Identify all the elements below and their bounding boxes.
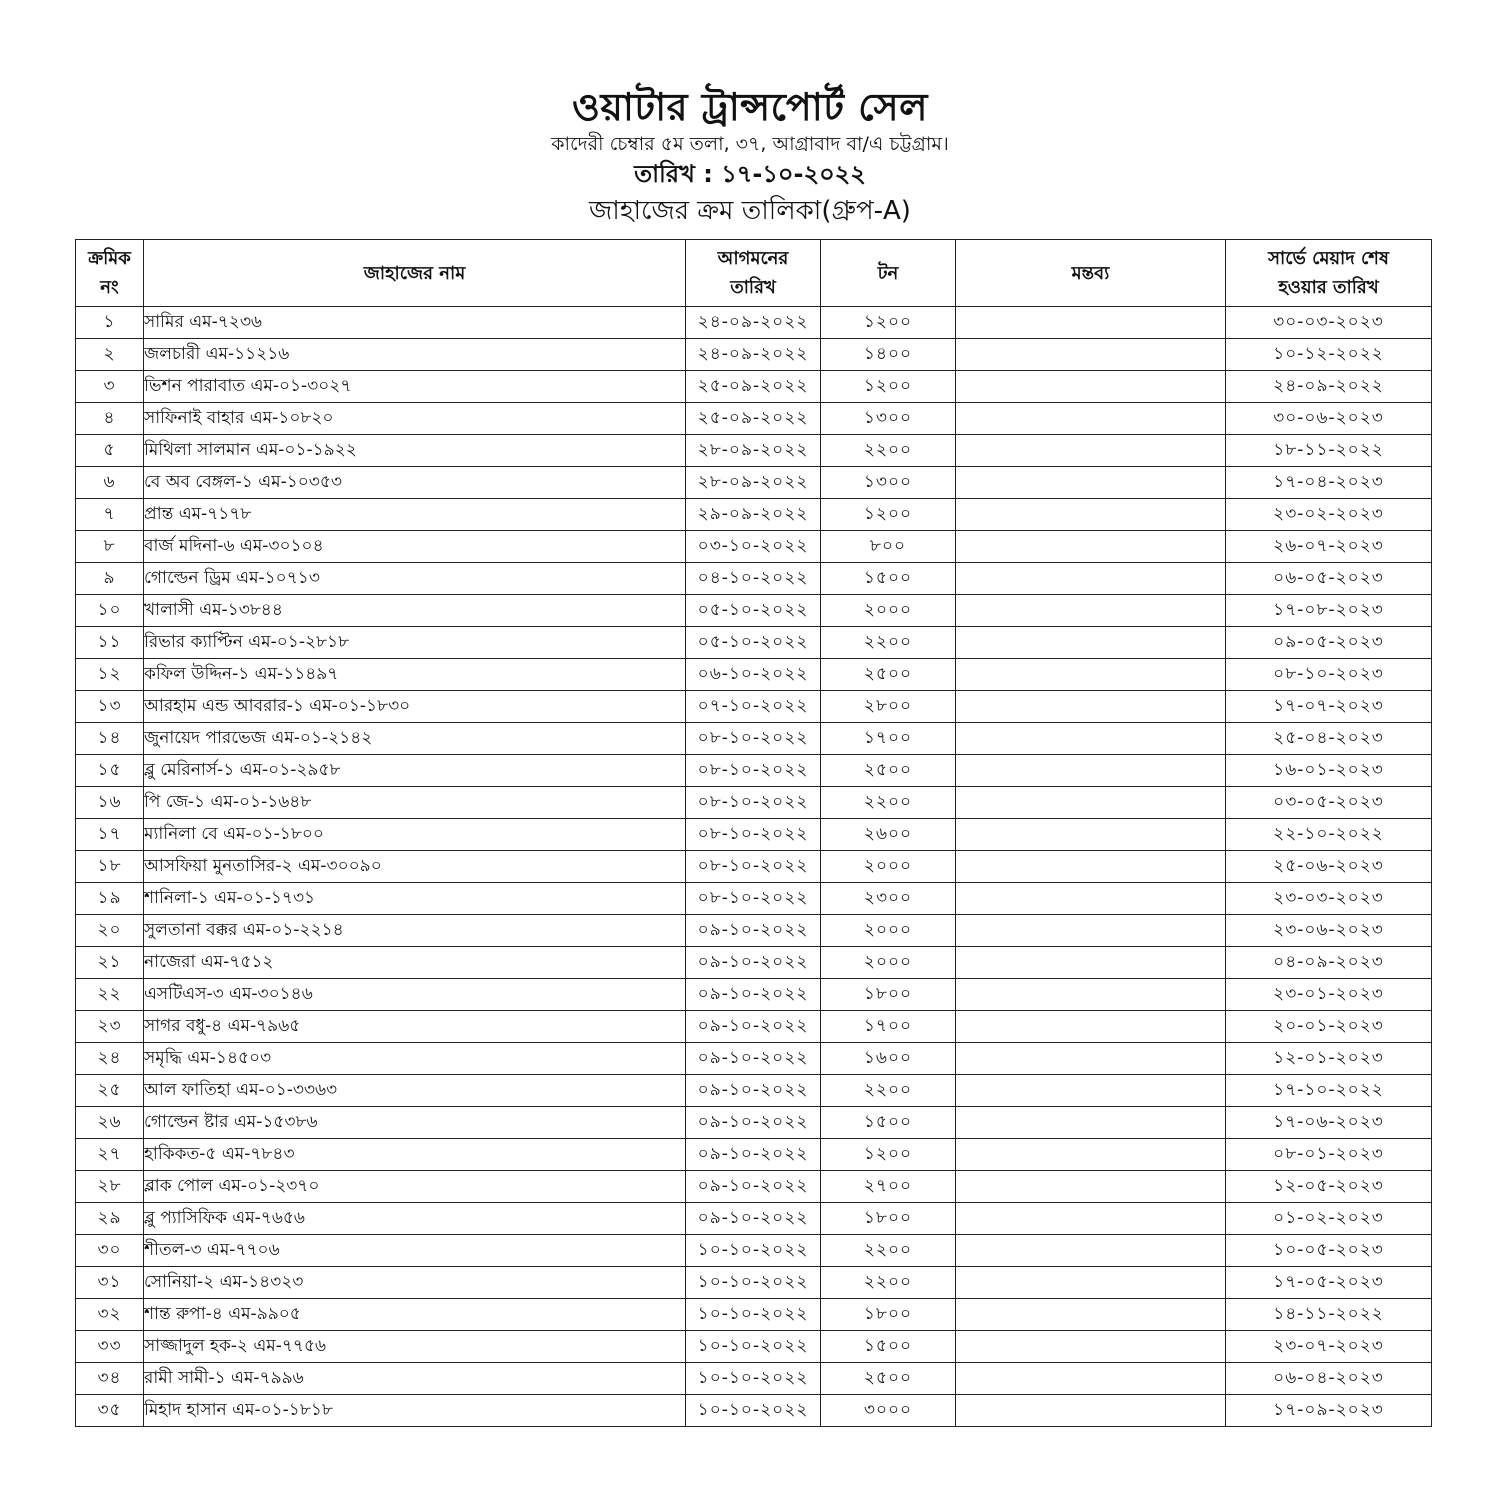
cell-survey-expiry: ০৮-১০-২০২৩: [1226, 659, 1432, 691]
col-header-expiry-line1: সার্ভে মেয়াদ শেষ: [1268, 248, 1389, 269]
cell-serial: ৩১: [76, 1267, 144, 1299]
cell-serial: ১৪: [76, 723, 144, 755]
table-row: [76, 1011, 1432, 1043]
cell-ship-name: বার্জ মদিনা-৬ এম-৩০১০৪: [144, 531, 686, 563]
cell-arrival-date: ০৯-১০-২০২২: [686, 1011, 821, 1043]
cell-survey-expiry: ১৬-০১-২০২৩: [1226, 755, 1432, 787]
table-row: [76, 1267, 1432, 1299]
cell-ton: ২০০০: [821, 851, 956, 883]
cell-ship-name: মিহাদ হাসান এম-০১-১৮১৮: [144, 1395, 686, 1427]
table-row: [76, 883, 1432, 915]
cell-arrival-date: ১০-১০-২০২২: [686, 1235, 821, 1267]
org-address: কাদেরী চেম্বার ৫ম তলা, ৩৭, আগ্রাবাদ বা/এ চট্টগ্রাম।: [551, 133, 949, 155]
table-row: [76, 531, 1432, 563]
cell-remarks: [956, 1235, 1226, 1267]
cell-serial: ২১: [76, 947, 144, 979]
cell-arrival-date: ২৫-০৯-২০২২: [686, 403, 821, 435]
cell-ton: ১৮০০: [821, 1299, 956, 1331]
cell-serial: ৫: [76, 435, 144, 467]
cell-survey-expiry: ১০-০৫-২০২৩: [1226, 1235, 1432, 1267]
cell-survey-expiry: ১৪-১১-২০২২: [1226, 1299, 1432, 1331]
cell-survey-expiry: ২৫-০৪-২০২৩: [1226, 723, 1432, 755]
cell-serial: ৮: [76, 531, 144, 563]
cell-remarks: [956, 1107, 1226, 1139]
cell-arrival-date: ০৯-১০-২০২২: [686, 1171, 821, 1203]
cell-ton: ১৩০০: [821, 467, 956, 499]
cell-ton: ২২০০: [821, 435, 956, 467]
cell-ton: ১৪০০: [821, 339, 956, 371]
cell-arrival-date: ০৮-১০-২০২২: [686, 819, 821, 851]
cell-remarks: [956, 307, 1226, 339]
cell-ship-name: ব্লু প্যাসিফিক এম-৭৬৫৬: [144, 1203, 686, 1235]
table-row: [76, 691, 1432, 723]
cell-ship-name: জলচারী এম-১১২১৬: [144, 339, 686, 371]
cell-ship-name: কফিল উদ্দিন-১ এম-১১৪৯৭: [144, 659, 686, 691]
cell-remarks: [956, 1203, 1226, 1235]
cell-ship-name: আসফিয়া মুনতাসির-২ এম-৩০০৯০: [144, 851, 686, 883]
col-header-serial: [76, 240, 144, 307]
col-header-name: জাহাজের নাম: [144, 240, 686, 307]
cell-remarks: [956, 339, 1226, 371]
cell-arrival-date: ২৮-০৯-২০২২: [686, 435, 821, 467]
cell-serial: ৭: [76, 499, 144, 531]
table-row: [76, 851, 1432, 883]
cell-arrival-date: ০৮-১০-২০২২: [686, 723, 821, 755]
cell-ship-name: সোনিয়া-২ এম-১৪৩২৩: [144, 1267, 686, 1299]
col-header-expiry-line2: হওয়ার তারিখ: [1278, 277, 1379, 298]
cell-ton: ২৫০০: [821, 659, 956, 691]
cell-serial: ৯: [76, 563, 144, 595]
cell-arrival-date: ০৮-১০-২০২২: [686, 755, 821, 787]
cell-serial: ১৬: [76, 787, 144, 819]
cell-survey-expiry: ০৮-০১-২০২৩: [1226, 1139, 1432, 1171]
cell-survey-expiry: ১২-০১-২০২৩: [1226, 1043, 1432, 1075]
cell-serial: ১০: [76, 595, 144, 627]
table-row: [76, 1171, 1432, 1203]
cell-ton: ১২০০: [821, 499, 956, 531]
cell-arrival-date: ০৫-১০-২০২২: [686, 595, 821, 627]
cell-serial: ৩৪: [76, 1363, 144, 1395]
cell-serial: ১৫: [76, 755, 144, 787]
cell-remarks: [956, 691, 1226, 723]
table-row: [76, 915, 1432, 947]
cell-ton: ১৭০০: [821, 1011, 956, 1043]
cell-ton: ৩০০০: [821, 1395, 956, 1427]
table-row: [76, 1395, 1432, 1427]
cell-remarks: [956, 1267, 1226, 1299]
cell-remarks: [956, 1043, 1226, 1075]
cell-ship-name: সমৃদ্ধি এম-১৪৫০৩: [144, 1043, 686, 1075]
document-date: তারিখ : ১৭-১০-২০২২: [634, 160, 866, 188]
cell-serial: ২: [76, 339, 144, 371]
cell-ship-name: রামী সামী-১ এম-৭৯৯৬: [144, 1363, 686, 1395]
table-row: [76, 1139, 1432, 1171]
cell-remarks: [956, 531, 1226, 563]
cell-remarks: [956, 659, 1226, 691]
cell-arrival-date: ২৯-০৯-২০২২: [686, 499, 821, 531]
cell-ton: ১৮০০: [821, 979, 956, 1011]
cell-remarks: [956, 819, 1226, 851]
cell-arrival-date: ০৯-১০-২০২২: [686, 979, 821, 1011]
col-header-ton: টন: [821, 240, 956, 307]
table-row: [76, 627, 1432, 659]
table-row: [76, 371, 1432, 403]
cell-remarks: [956, 1139, 1226, 1171]
cell-survey-expiry: ১৭-০৮-২০২৩: [1226, 595, 1432, 627]
cell-ship-name: গোল্ডেন ড্রিম এম-১০৭১৩: [144, 563, 686, 595]
cell-arrival-date: ০৯-১০-২০২২: [686, 915, 821, 947]
table-body: [76, 307, 1432, 1427]
cell-survey-expiry: ১৭-০৭-২০২৩: [1226, 691, 1432, 723]
cell-arrival-date: ১০-১০-২০২২: [686, 1299, 821, 1331]
cell-ton: ১৬০০: [821, 1043, 956, 1075]
cell-arrival-date: ১০-১০-২০২২: [686, 1267, 821, 1299]
cell-serial: ১: [76, 307, 144, 339]
cell-ship-name: শান্ত রুপা-৪ এম-৯৯০৫: [144, 1299, 686, 1331]
cell-arrival-date: ২৮-০৯-২০২২: [686, 467, 821, 499]
cell-arrival-date: ০৯-১০-২০২২: [686, 1107, 821, 1139]
cell-ton: ১৭০০: [821, 723, 956, 755]
cell-arrival-date: ০৯-১০-২০২২: [686, 1139, 821, 1171]
cell-remarks: [956, 1331, 1226, 1363]
cell-remarks: [956, 403, 1226, 435]
cell-ton: ২৮০০: [821, 691, 956, 723]
cell-ship-name: ম্যানিলা বে এম-০১-১৮০০: [144, 819, 686, 851]
cell-remarks: [956, 1075, 1226, 1107]
cell-ton: ২২০০: [821, 787, 956, 819]
cell-serial: ৩: [76, 371, 144, 403]
cell-ton: ৮০০: [821, 531, 956, 563]
cell-survey-expiry: ১৮-১১-২০২২: [1226, 435, 1432, 467]
cell-arrival-date: ২৪-০৯-২০২২: [686, 339, 821, 371]
cell-ship-name: সাগর বধু-৪ এম-৭৯৬৫: [144, 1011, 686, 1043]
table-row: [76, 819, 1432, 851]
cell-serial: ৩৫: [76, 1395, 144, 1427]
cell-survey-expiry: ২০-০১-২০২৩: [1226, 1011, 1432, 1043]
table-row: [76, 1299, 1432, 1331]
table-row: [76, 659, 1432, 691]
table-row: [76, 403, 1432, 435]
table-row: [76, 499, 1432, 531]
cell-survey-expiry: ২৩-০৭-২০২৩: [1226, 1331, 1432, 1363]
cell-ton: ১৫০০: [821, 1331, 956, 1363]
cell-serial: ২২: [76, 979, 144, 1011]
cell-ton: ১২০০: [821, 1139, 956, 1171]
cell-arrival-date: ০৯-১০-২০২২: [686, 1203, 821, 1235]
cell-ship-name: আল ফাতিহা এম-০১-৩৩৬৩: [144, 1075, 686, 1107]
cell-arrival-date: ১০-১০-২০২২: [686, 1363, 821, 1395]
cell-remarks: [956, 979, 1226, 1011]
cell-ship-name: রিভার ক্যাপ্টিন এম-০১-২৮১৮: [144, 627, 686, 659]
cell-ton: ১২০০: [821, 371, 956, 403]
cell-survey-expiry: ০৬-০৫-২০২৩: [1226, 563, 1432, 595]
table-row: [76, 947, 1432, 979]
cell-arrival-date: ০৮-১০-২০২২: [686, 787, 821, 819]
cell-survey-expiry: ০৬-০৪-২০২৩: [1226, 1363, 1432, 1395]
cell-remarks: [956, 851, 1226, 883]
table-row: [76, 979, 1432, 1011]
col-header-arrival-line1: আগমনের: [717, 248, 789, 269]
table-row: [76, 1363, 1432, 1395]
table-row: [76, 1203, 1432, 1235]
cell-survey-expiry: ২৩-০৬-২০২৩: [1226, 915, 1432, 947]
cell-remarks: [956, 787, 1226, 819]
cell-survey-expiry: ১০-১২-২০২২: [1226, 339, 1432, 371]
cell-remarks: [956, 595, 1226, 627]
cell-remarks: [956, 915, 1226, 947]
cell-survey-expiry: ১৭-০৫-২০২৩: [1226, 1267, 1432, 1299]
cell-serial: ৩০: [76, 1235, 144, 1267]
table-row: [76, 1107, 1432, 1139]
cell-serial: ৪: [76, 403, 144, 435]
col-header-arrival: [686, 240, 821, 307]
cell-serial: ১৮: [76, 851, 144, 883]
cell-ton: ১৫০০: [821, 1107, 956, 1139]
cell-survey-expiry: ২৩-০২-২০২৩: [1226, 499, 1432, 531]
cell-remarks: [956, 371, 1226, 403]
cell-remarks: [956, 435, 1226, 467]
cell-arrival-date: ০৪-১০-২০২২: [686, 563, 821, 595]
cell-ship-name: জুনায়েদ পারভেজ এম-০১-২১৪২: [144, 723, 686, 755]
cell-ship-name: হাকিকত-৫ এম-৭৮৪৩: [144, 1139, 686, 1171]
col-header-arrival-line2: তারিখ: [730, 277, 776, 298]
table-row: [76, 339, 1432, 371]
cell-serial: ২৭: [76, 1139, 144, 1171]
cell-ship-name: মিথিলা সালমান এম-০১-১৯২২: [144, 435, 686, 467]
cell-ton: ২৬০০: [821, 819, 956, 851]
cell-remarks: [956, 1395, 1226, 1427]
cell-remarks: [956, 755, 1226, 787]
cell-serial: ২৫: [76, 1075, 144, 1107]
cell-ship-name: পি জে-১ এম-০১-১৬৪৮: [144, 787, 686, 819]
cell-arrival-date: ০৮-১০-২০২২: [686, 883, 821, 915]
cell-serial: ১৯: [76, 883, 144, 915]
cell-arrival-date: ০৯-১০-২০২২: [686, 1075, 821, 1107]
table-row: [76, 723, 1432, 755]
cell-ship-name: গোল্ডেন ষ্টার এম-১৫৩৮৬: [144, 1107, 686, 1139]
cell-serial: ১৩: [76, 691, 144, 723]
cell-survey-expiry: ২৫-০৬-২০২৩: [1226, 851, 1432, 883]
cell-serial: ২৪: [76, 1043, 144, 1075]
cell-ton: ২৭০০: [821, 1171, 956, 1203]
cell-survey-expiry: ৩০-০৩-২০২৩: [1226, 307, 1432, 339]
cell-arrival-date: ০৫-১০-২০২২: [686, 627, 821, 659]
table-row: [76, 1235, 1432, 1267]
table-row: [76, 1043, 1432, 1075]
cell-survey-expiry: ০৯-০৫-২০২৩: [1226, 627, 1432, 659]
cell-ton: ১৮০০: [821, 1203, 956, 1235]
cell-ton: ২০০০: [821, 947, 956, 979]
cell-ton: ২৩০০: [821, 883, 956, 915]
cell-ship-name: আরহাম এন্ড আবরার-১ এম-০১-১৮৩০: [144, 691, 686, 723]
cell-survey-expiry: ২৩-০৩-২০২৩: [1226, 883, 1432, 915]
cell-arrival-date: ০৯-১০-২০২২: [686, 947, 821, 979]
list-title: জাহাজের ক্রম তালিকা(গ্রুপ-A): [589, 196, 911, 226]
cell-ship-name: ব্লাক পোল এম-০১-২৩৭০: [144, 1171, 686, 1203]
cell-ship-name: সামির এম-৭২৩৬: [144, 307, 686, 339]
table-row: [76, 307, 1432, 339]
cell-survey-expiry: ১৭-১০-২০২২: [1226, 1075, 1432, 1107]
table-row: [76, 755, 1432, 787]
cell-arrival-date: ০৮-১০-২০২২: [686, 851, 821, 883]
cell-ship-name: ব্লু মেরিনার্স-১ এম-০১-২৯৫৮: [144, 755, 686, 787]
cell-ship-name: নাজেরা এম-৭৫১২: [144, 947, 686, 979]
cell-survey-expiry: ০৪-০৯-২০২৩: [1226, 947, 1432, 979]
cell-remarks: [956, 723, 1226, 755]
table-row: [76, 1331, 1432, 1363]
cell-remarks: [956, 1363, 1226, 1395]
col-header-remarks: মন্তব্য: [956, 240, 1226, 307]
cell-serial: ২৬: [76, 1107, 144, 1139]
cell-survey-expiry: ২২-১০-২০২২: [1226, 819, 1432, 851]
cell-remarks: [956, 1171, 1226, 1203]
cell-serial: ২৯: [76, 1203, 144, 1235]
table-row: [76, 467, 1432, 499]
cell-serial: ১১: [76, 627, 144, 659]
cell-arrival-date: ০৬-১০-২০২২: [686, 659, 821, 691]
cell-ton: ২৫০০: [821, 1363, 956, 1395]
cell-survey-expiry: ২৩-০১-২০২৩: [1226, 979, 1432, 1011]
cell-remarks: [956, 467, 1226, 499]
cell-arrival-date: ০৭-১০-২০২২: [686, 691, 821, 723]
cell-ship-name: এসটিএস-৩ এম-৩০১৪৬: [144, 979, 686, 1011]
cell-ship-name: বে অব বেঙ্গল-১ এম-১০৩৫৩: [144, 467, 686, 499]
cell-ship-name: শীতল-৩ এম-৭৭০৬: [144, 1235, 686, 1267]
table-header-row: [76, 240, 1432, 307]
cell-arrival-date: ২৫-০৯-২০২২: [686, 371, 821, 403]
col-header-survey-expiry: [1226, 240, 1432, 307]
cell-serial: ১৭: [76, 819, 144, 851]
cell-ton: ১২০০: [821, 307, 956, 339]
cell-survey-expiry: ০৩-০৫-২০২৩: [1226, 787, 1432, 819]
cell-ton: ২২০০: [821, 1075, 956, 1107]
cell-serial: ৩৩: [76, 1331, 144, 1363]
ship-queue-table: [75, 239, 1432, 1427]
cell-serial: ৩২: [76, 1299, 144, 1331]
cell-ton: ২২০০: [821, 1235, 956, 1267]
cell-serial: ২০: [76, 915, 144, 947]
cell-remarks: [956, 947, 1226, 979]
cell-ton: ২৫০০: [821, 755, 956, 787]
cell-survey-expiry: ০১-০২-২০২৩: [1226, 1203, 1432, 1235]
cell-ship-name: সুলতানা বক্কর এম-০১-২২১৪: [144, 915, 686, 947]
table-row: [76, 435, 1432, 467]
cell-ton: ২২০০: [821, 1267, 956, 1299]
cell-ton: ১৫০০: [821, 563, 956, 595]
cell-remarks: [956, 499, 1226, 531]
cell-arrival-date: ১০-১০-২০২২: [686, 1331, 821, 1363]
cell-arrival-date: ০৩-১০-২০২২: [686, 531, 821, 563]
table-row: [76, 1075, 1432, 1107]
cell-survey-expiry: ২৬-০৭-২০২৩: [1226, 531, 1432, 563]
cell-serial: ২৩: [76, 1011, 144, 1043]
cell-ship-name: প্রান্ত এম-৭১৭৮: [144, 499, 686, 531]
cell-remarks: [956, 563, 1226, 595]
cell-arrival-date: ১০-১০-২০২২: [686, 1395, 821, 1427]
cell-ton: ২০০০: [821, 915, 956, 947]
cell-survey-expiry: ১৭-০৬-২০২৩: [1226, 1107, 1432, 1139]
cell-survey-expiry: ২৪-০৯-২০২২: [1226, 371, 1432, 403]
cell-serial: ১২: [76, 659, 144, 691]
table-row: [76, 595, 1432, 627]
cell-ton: ২২০০: [821, 627, 956, 659]
cell-ton: ১৩০০: [821, 403, 956, 435]
cell-survey-expiry: ৩০-০৬-২০২৩: [1226, 403, 1432, 435]
table-row: [76, 563, 1432, 595]
org-title: ওয়াটার ট্রান্সপোর্ট সেল: [572, 85, 928, 129]
cell-ship-name: সাফিনাই বাহার এম-১০৮২০: [144, 403, 686, 435]
col-header-serial-line1: ক্রমিক: [88, 248, 131, 269]
cell-ship-name: ভিশন পারাবাত এম-০১-৩০২৭: [144, 371, 686, 403]
cell-arrival-date: ০৯-১০-২০২২: [686, 1043, 821, 1075]
cell-remarks: [956, 1011, 1226, 1043]
table-row: [76, 787, 1432, 819]
cell-survey-expiry: ১২-০৫-২০২৩: [1226, 1171, 1432, 1203]
cell-ton: ২০০০: [821, 595, 956, 627]
cell-survey-expiry: ১৭-০৪-২০২৩: [1226, 467, 1432, 499]
cell-ship-name: শানিলা-১ এম-০১-১৭৩১: [144, 883, 686, 915]
cell-remarks: [956, 883, 1226, 915]
cell-survey-expiry: ১৭-০৯-২০২৩: [1226, 1395, 1432, 1427]
cell-remarks: [956, 1299, 1226, 1331]
cell-remarks: [956, 627, 1226, 659]
cell-serial: ৬: [76, 467, 144, 499]
cell-serial: ২৮: [76, 1171, 144, 1203]
cell-ship-name: খালাসী এম-১৩৮৪৪: [144, 595, 686, 627]
cell-ship-name: সাজ্জাদুল হক-২ এম-৭৭৫৬: [144, 1331, 686, 1363]
cell-arrival-date: ২৪-০৯-২০২২: [686, 307, 821, 339]
col-header-serial-line2: নং: [100, 277, 119, 298]
